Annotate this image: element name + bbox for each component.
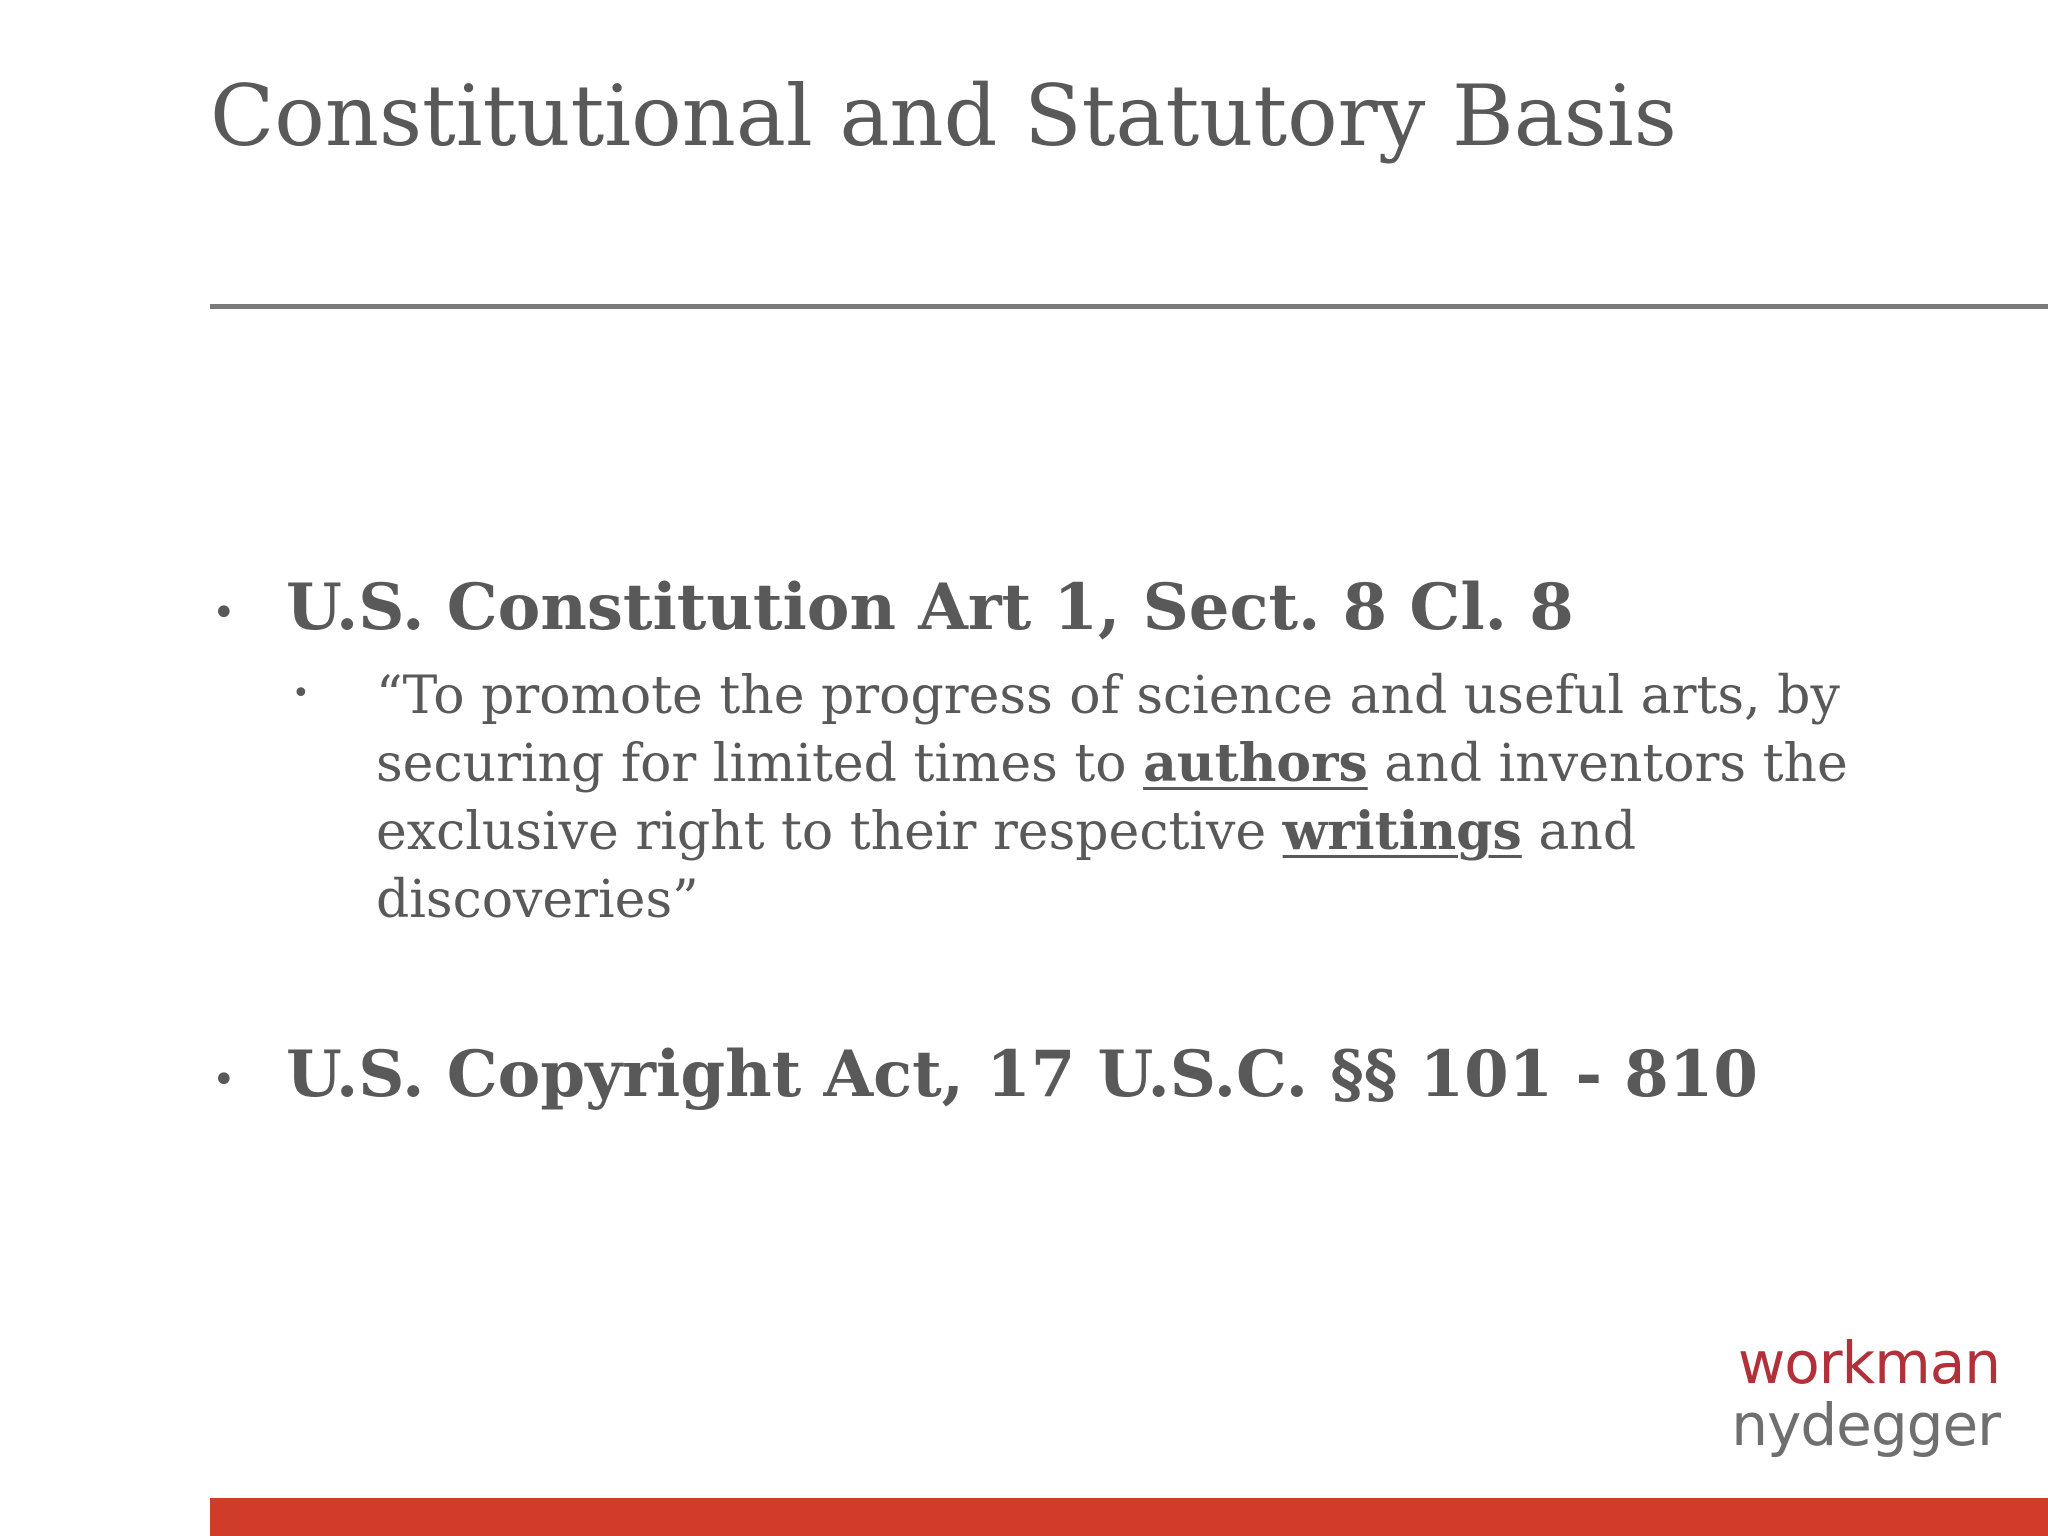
- bullet-dot: •: [212, 1057, 236, 1103]
- logo-line-workman: workman: [1737, 1329, 2000, 1397]
- quote-line-2-pre: securing for limited times to: [376, 734, 1144, 794]
- emphasis-writings: writings: [1282, 801, 1522, 862]
- quote-line-2: [376, 730, 1956, 798]
- title-divider: [210, 304, 2048, 309]
- footer-accent-bar: [210, 1498, 2048, 1536]
- quote-line-1: “To promote the progress of science and useful arts, by: [376, 666, 1840, 726]
- company-logo: [1731, 1329, 2000, 1459]
- bullet-dot: •: [212, 590, 236, 636]
- quote-line-2-post: and inventors the: [1367, 734, 1848, 794]
- quote-line-3: [376, 798, 1956, 866]
- logo-line-nydegger: nydegger: [1731, 1391, 2000, 1459]
- quote-line-4: discoveries”: [376, 870, 699, 930]
- quote-line-3-pre: exclusive right to their respective: [376, 802, 1283, 862]
- constitution-quote: [376, 662, 1956, 934]
- sub-bullet-dot: •: [292, 676, 310, 711]
- quote-line-3-post: and: [1521, 802, 1637, 862]
- bullet-text-constitution: U.S. Constitution Art 1, Sect. 8 Cl. 8: [286, 570, 1574, 645]
- emphasis-authors: authors: [1143, 733, 1368, 794]
- slide-title: Constitutional and Statutory Basis: [210, 67, 1677, 165]
- bullet-text-copyright-act: U.S. Copyright Act, 17 U.S.C. §§ 101 - 810: [286, 1037, 1758, 1112]
